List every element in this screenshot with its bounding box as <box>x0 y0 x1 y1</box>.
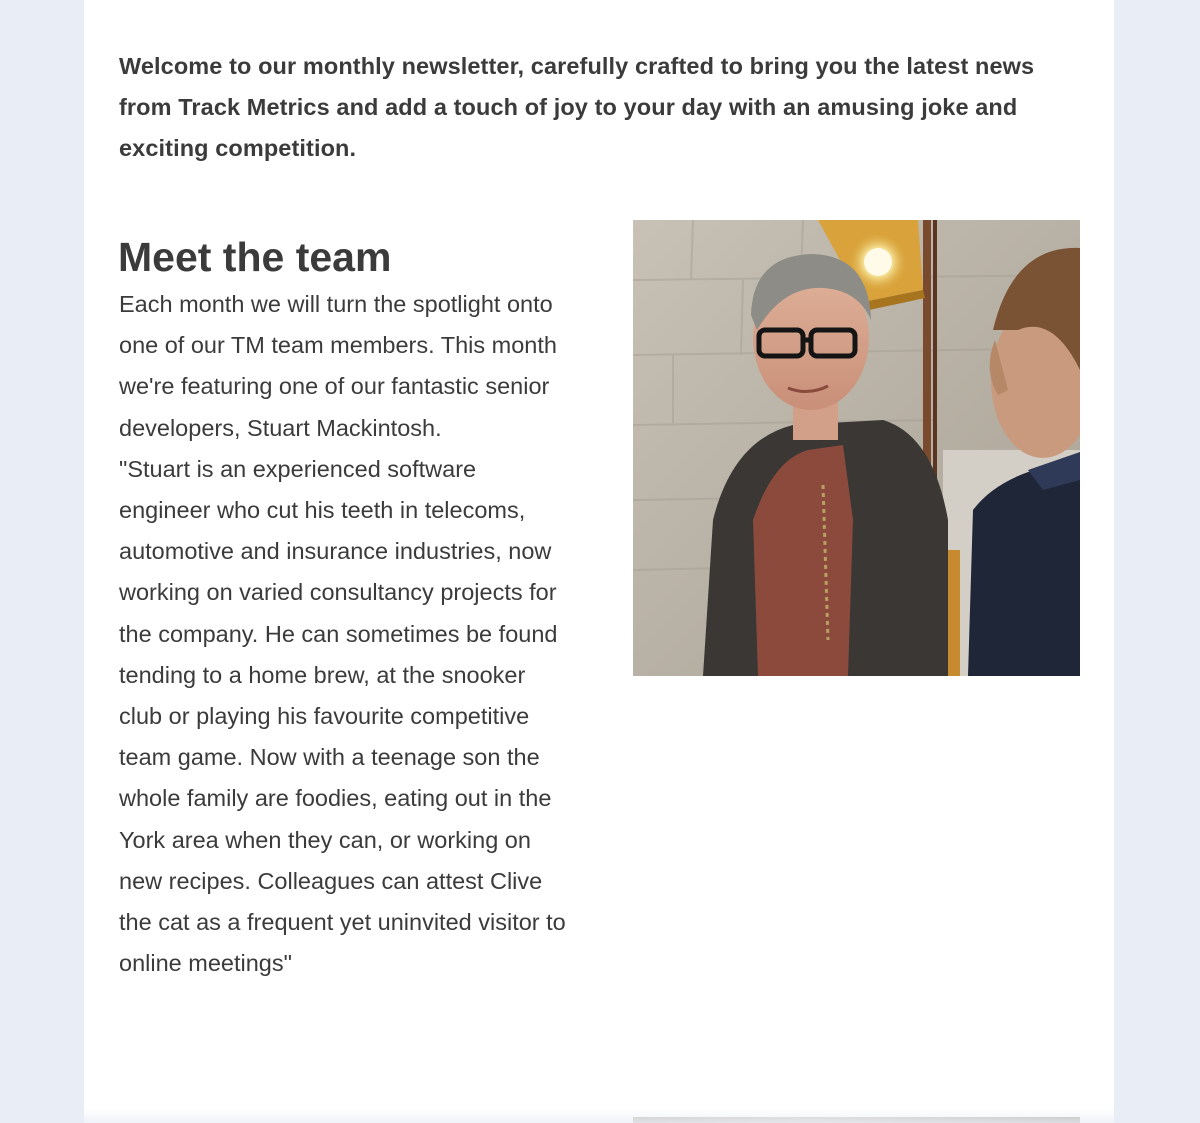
meet-team-quote-text: "Stuart is an experienced software engineer who cut his teeth in telecoms, automotive and insurance industries, now working on varied consultancy projects for the company. He can sometimes be found tending to a home brew, at the snooker club or playing his favourite competitive team game. Now with a teenage son the whole family are foodies, eating out in the York area when they can, or working on new recipes. Colleagues can attest Clive the cat as a frequent yet uninvited visitor to online meetings" <box>119 455 566 977</box>
meet-team-heading: Meet the team <box>118 234 392 280</box>
meet-team-body <box>119 284 569 984</box>
team-member-photo <box>633 220 1080 676</box>
newsletter-content <box>84 0 1114 1123</box>
meet-team-intro-text: Each month we will turn the spotlight onto one of our TM team members. This month we're featuring one of our fantastic senior developers, Stuart Mackintosh. <box>119 291 557 441</box>
newsletter-intro: Welcome to our monthly newsletter, carefully crafted to bring you the latest news from Track Metrics and add a touch of joy to your day with an amusing joke and exciting competition. <box>119 53 1035 161</box>
bottom-fade <box>0 1109 1200 1123</box>
